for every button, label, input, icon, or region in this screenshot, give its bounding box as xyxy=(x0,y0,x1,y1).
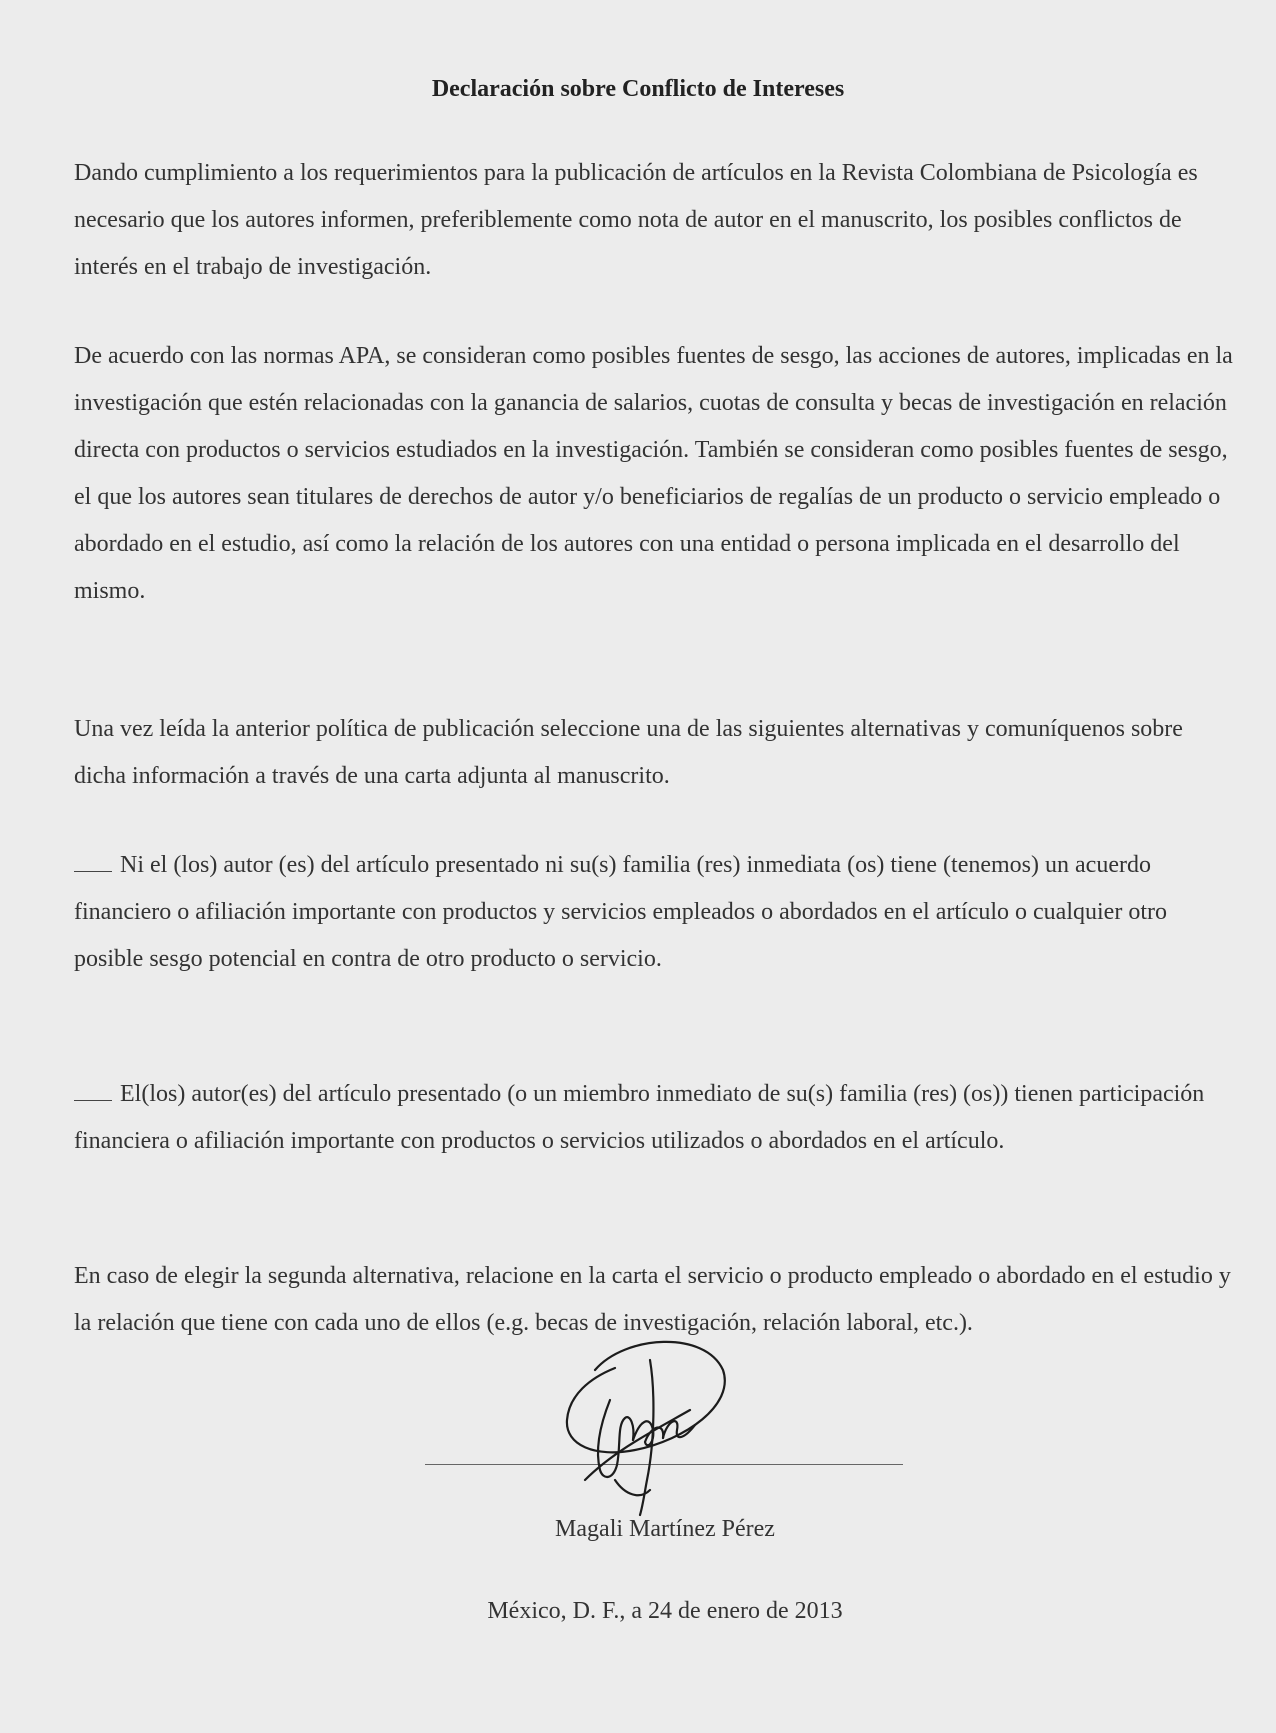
paragraph-closing: En caso de elegir la segunda alternativa, relacione en la carta el servicio o producto empleado o abordado en el estudio y la relación que tiene con cada uno de ellos (e.g. becas de investigación, relación laboral, etc.). xyxy=(74,1263,1231,1336)
option-conflict-text: El(los) autor(es) del artículo presentado (o un miembro inmediato de su(s) familia (res) (os)) tienen participación financiera o afiliación importante con productos o servicios utilizados o abordados en el artículo. xyxy=(74,1081,1205,1154)
handwritten-signature xyxy=(555,1330,735,1520)
place-date: México, D. F., a 24 de enero de 2013 xyxy=(487,1598,843,1624)
document-title: Declaración sobre Conflicto de Intereses xyxy=(431,76,845,102)
option-blank-line[interactable] xyxy=(74,1080,112,1101)
option-no-conflict-text: Ni el (los) autor (es) del artículo presentado ni su(s) familia (res) inmediata (os) tiene (tenemos) un acuerdo financiero o afiliación importante con productos y servicios empleados o abordados en el artículo o cualquier otro posible sesgo potencial en contra de otro producto o servicio. xyxy=(74,852,1167,972)
paragraph-intro: Dando cumplimiento a los requerimientos para la publicación de artículos en la Revista Colombiana de Psicología es necesario que los autores informen, preferiblemente como nota de autor en el manuscrito, los posibles conflictos de interés en el trabajo de investigación. xyxy=(74,160,1198,280)
option-conflict xyxy=(74,1071,1234,1165)
paragraph-instructions: Una vez leída la anterior política de publicación seleccione una de las siguientes alternativas y comuníquenos sobre dicha información a través de una carta adjunta al manuscrito. xyxy=(74,716,1183,789)
signer-name: Magali Martínez Pérez xyxy=(555,1516,775,1542)
option-blank-line[interactable] xyxy=(74,851,112,872)
option-no-conflict xyxy=(74,842,1234,983)
paragraph-apa-norms: De acuerdo con las normas APA, se consideran como posibles fuentes de sesgo, las acciones de autores, implicadas en la investigación que estén relacionadas con la ganancia de salarios, cuotas de consulta y becas de investigación en relación directa con productos o servicios estudiados en la investigación. También se consideran como posibles fuentes de sesgo, el que los autores sean titulares de derechos de autor y/o beneficiarios de regalías de un producto o servicio empleado o abordado en el estudio, así como la relación de los autores con una entidad o persona implicada en el desarrollo del mismo. xyxy=(74,343,1233,604)
